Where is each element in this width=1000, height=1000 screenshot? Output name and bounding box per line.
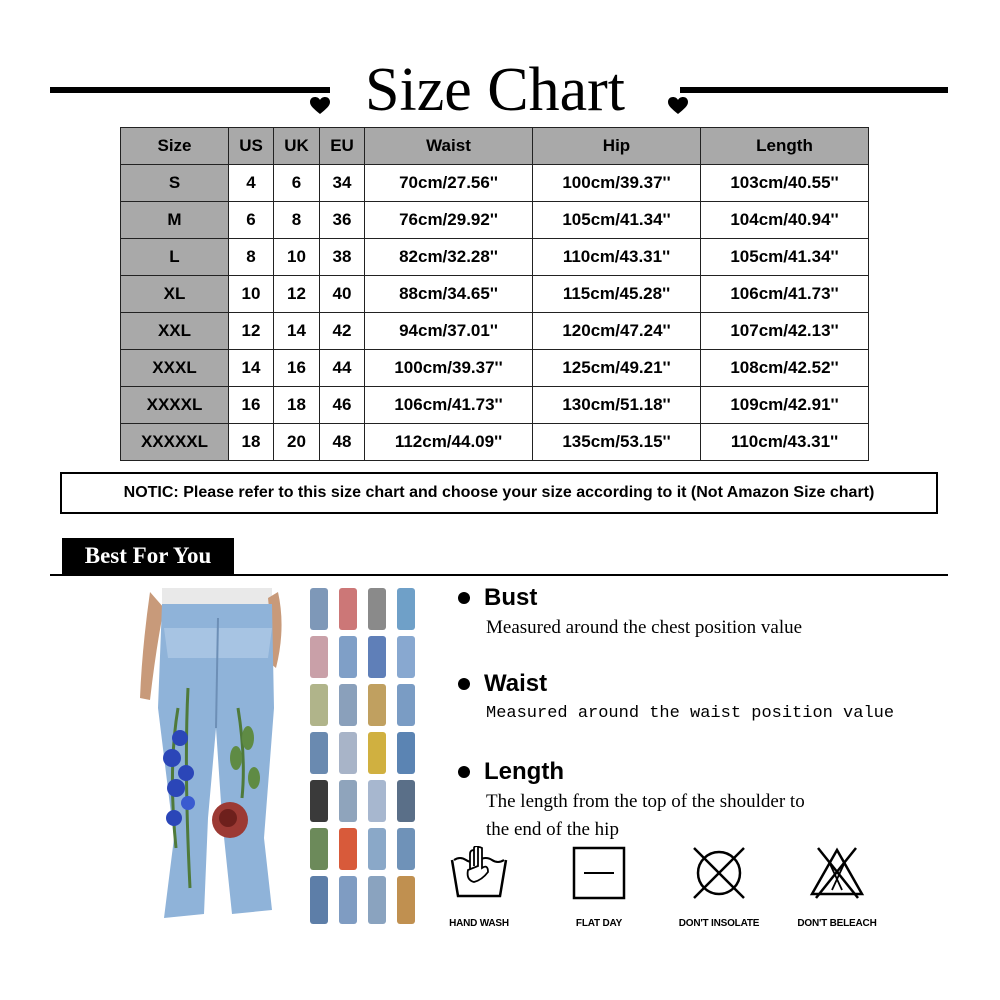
- table-cell: 14: [274, 313, 320, 350]
- table-cell: 107cm/42.13'': [701, 313, 869, 350]
- table-cell: 8: [229, 239, 274, 276]
- table-cell: 40: [320, 276, 365, 313]
- table-cell: 8: [274, 202, 320, 239]
- table-cell: 6: [229, 202, 274, 239]
- table-cell: 106cm/41.73'': [365, 387, 533, 424]
- table-cell: 135cm/53.15'': [533, 424, 701, 461]
- heart-icon: [310, 97, 330, 115]
- table-cell: XL: [121, 276, 229, 313]
- measurement-length: [458, 758, 805, 844]
- bullet-icon: [458, 678, 470, 690]
- care-dont-insolate: [664, 846, 774, 929]
- table-row: [121, 313, 869, 350]
- table-cell: 18: [274, 387, 320, 424]
- table-cell: 115cm/45.28'': [533, 276, 701, 313]
- table-cell: 10: [274, 239, 320, 276]
- table-cell: S: [121, 165, 229, 202]
- table-cell: 130cm/51.18'': [533, 387, 701, 424]
- title-rule-right: [680, 87, 948, 93]
- table-row: [121, 387, 869, 424]
- table-cell: 110cm/43.31'': [533, 239, 701, 276]
- care-dont-bleach: [782, 846, 892, 929]
- dont-tumble-dry-icon: [690, 846, 748, 900]
- jeans-variants-grid: [306, 586, 422, 928]
- table-cell: 16: [274, 350, 320, 387]
- table-row: [121, 424, 869, 461]
- page-title: Size Chart: [365, 56, 625, 124]
- measurement-title: Bust: [484, 584, 538, 611]
- measurement-desc: Measured around the chest position value: [486, 617, 803, 638]
- measurement-desc-line2: the end of the hip: [486, 819, 619, 840]
- table-cell: 38: [320, 239, 365, 276]
- table-cell: 106cm/41.73'': [701, 276, 869, 313]
- bullet-icon: [458, 592, 470, 604]
- table-cell: XXL: [121, 313, 229, 350]
- table-cell: 46: [320, 387, 365, 424]
- table-cell: L: [121, 239, 229, 276]
- care-flat-dry: [544, 846, 654, 929]
- column-header: Size: [121, 128, 229, 165]
- table-cell: 88cm/34.65'': [365, 276, 533, 313]
- table-cell: XXXXXL: [121, 424, 229, 461]
- table-header-row: [121, 128, 869, 165]
- measurement-title: Length: [484, 758, 564, 785]
- table-row: [121, 276, 869, 313]
- measurement-desc: Measured around the waist position value: [486, 704, 895, 723]
- table-cell: 42: [320, 313, 365, 350]
- best-for-you-heading: Best For You: [62, 538, 234, 574]
- column-header: Hip: [533, 128, 701, 165]
- table-row: [121, 165, 869, 202]
- size-notice: NOTIC: Please refer to this size chart and choose your size according to it (Not Amazon Size chart): [60, 472, 938, 514]
- table-cell: 100cm/39.37'': [365, 350, 533, 387]
- table-cell: 105cm/41.34'': [533, 202, 701, 239]
- table-cell: 48: [320, 424, 365, 461]
- title-rule-left: [50, 87, 330, 93]
- care-label: HAND WASH: [449, 918, 509, 929]
- table-cell: 94cm/37.01'': [365, 313, 533, 350]
- table-cell: 104cm/40.94'': [701, 202, 869, 239]
- care-label: DON'T INSOLATE: [678, 918, 760, 929]
- jeans-model-photo: [128, 588, 298, 924]
- table-cell: XXXL: [121, 350, 229, 387]
- heart-icon: [668, 97, 688, 115]
- table-cell: 10: [229, 276, 274, 313]
- table-cell: 18: [229, 424, 274, 461]
- care-hand-wash: [424, 846, 534, 929]
- column-header: EU: [320, 128, 365, 165]
- table-cell: 34: [320, 165, 365, 202]
- measurement-waist: [458, 670, 894, 728]
- table-cell: 14: [229, 350, 274, 387]
- flat-dry-icon: [572, 846, 626, 900]
- table-cell: 12: [229, 313, 274, 350]
- care-label: DON'T BELEACH: [797, 918, 877, 929]
- table-cell: 44: [320, 350, 365, 387]
- column-header: UK: [274, 128, 320, 165]
- table-cell: 20: [274, 424, 320, 461]
- table-row: [121, 350, 869, 387]
- size-chart-table: [120, 127, 869, 461]
- column-header: US: [229, 128, 274, 165]
- table-row: [121, 239, 869, 276]
- care-label: FLAT DAY: [575, 918, 623, 929]
- column-header: Length: [701, 128, 869, 165]
- table-cell: 70cm/27.56'': [365, 165, 533, 202]
- measurement-bust: [458, 584, 802, 642]
- table-cell: 105cm/41.34'': [701, 239, 869, 276]
- dont-bleach-icon: [808, 846, 866, 900]
- column-header: Waist: [365, 128, 533, 165]
- measurement-desc-line1: The length from the top of the shoulder to: [486, 791, 805, 812]
- table-cell: 12: [274, 276, 320, 313]
- section-rule: [50, 574, 948, 576]
- table-cell: 109cm/42.91'': [701, 387, 869, 424]
- table-cell: 36: [320, 202, 365, 239]
- table-cell: 110cm/43.31'': [701, 424, 869, 461]
- measurement-title: Waist: [484, 670, 548, 697]
- table-row: [121, 202, 869, 239]
- table-cell: 6: [274, 165, 320, 202]
- table-cell: 125cm/49.21'': [533, 350, 701, 387]
- table-cell: XXXXL: [121, 387, 229, 424]
- table-cell: 82cm/32.28'': [365, 239, 533, 276]
- table-cell: 100cm/39.37'': [533, 165, 701, 202]
- table-cell: 108cm/42.52'': [701, 350, 869, 387]
- bullet-icon: [458, 766, 470, 778]
- table-cell: 16: [229, 387, 274, 424]
- table-cell: 112cm/44.09'': [365, 424, 533, 461]
- table-cell: M: [121, 202, 229, 239]
- table-cell: 103cm/40.55'': [701, 165, 869, 202]
- hand-wash-icon: [448, 846, 510, 900]
- table-cell: 120cm/47.24'': [533, 313, 701, 350]
- table-cell: 76cm/29.92'': [365, 202, 533, 239]
- table-cell: 4: [229, 165, 274, 202]
